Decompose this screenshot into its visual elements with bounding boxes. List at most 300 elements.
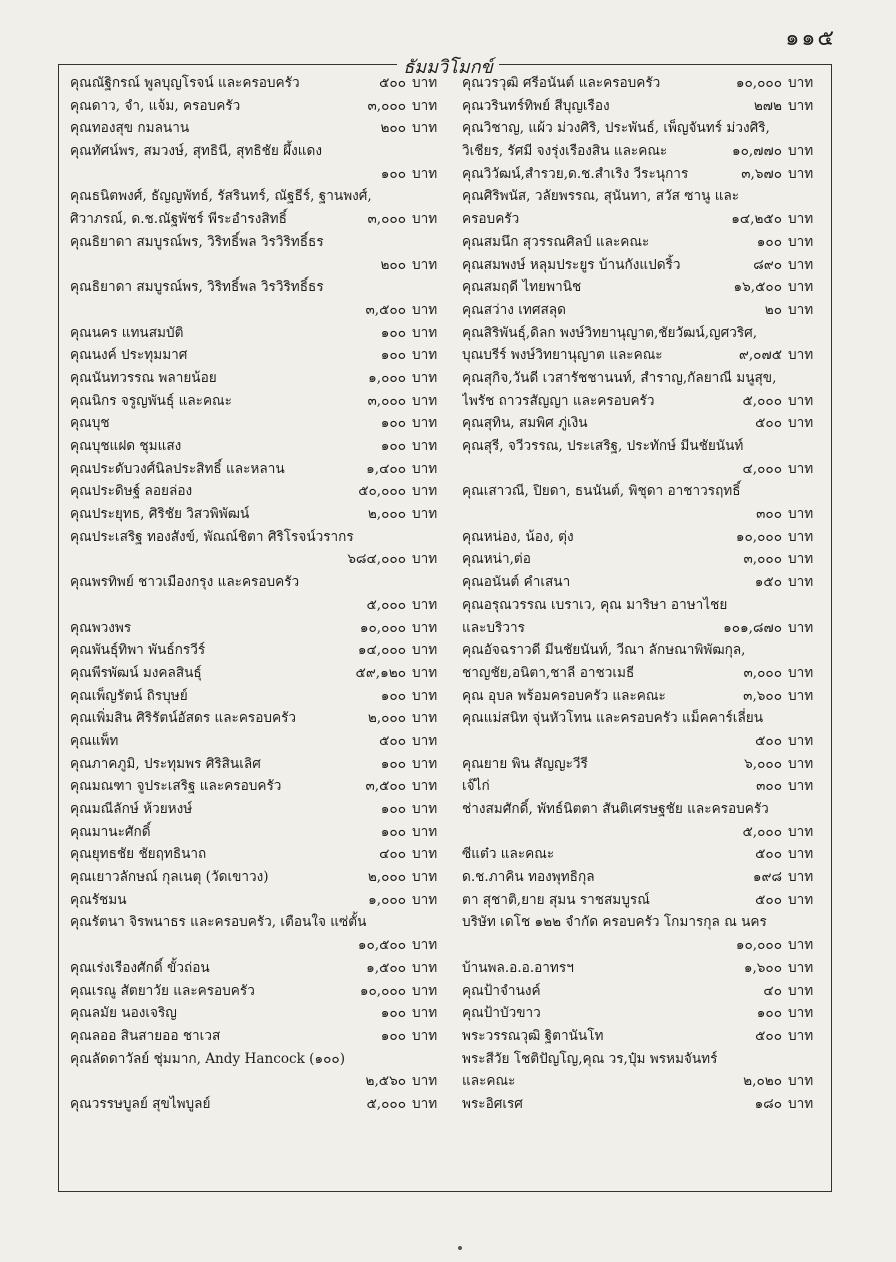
donor-name <box>70 548 320 571</box>
donor-entry <box>462 1025 822 1048</box>
entry-line <box>462 276 822 299</box>
donor-entry <box>462 322 822 367</box>
bottom-dot <box>458 1246 462 1250</box>
donation-amount: ๓,๐๐๐ <box>367 392 406 409</box>
donation-amount: ๑๐๐ <box>756 1005 782 1022</box>
entry-line <box>462 254 822 277</box>
entry-line <box>70 1093 446 1116</box>
entry-line <box>70 911 446 934</box>
entry-line <box>70 95 446 118</box>
donation-amount: ๑๐๐ <box>380 755 406 772</box>
donor-name: คุณบุช <box>70 415 110 432</box>
donation-amount: ๓,๐๐๐ <box>743 551 782 568</box>
entry-line <box>70 412 446 435</box>
donor-name: คุณเร่งเรืองศักดิ์ ขั้วถ่อน <box>70 959 210 976</box>
donor-name: พระอิศเรศ <box>462 1095 523 1112</box>
entry-line <box>70 866 446 889</box>
currency-unit: บาท <box>788 869 814 886</box>
page-number: ๑๑๕ <box>785 26 836 51</box>
entry-line <box>462 662 822 685</box>
donor-entry <box>70 435 446 458</box>
donor-entry <box>462 798 822 843</box>
entry-line <box>70 503 446 526</box>
entry-line <box>462 753 822 776</box>
donor-entry <box>462 526 822 549</box>
donor-name <box>462 934 696 957</box>
currency-unit: บาท <box>788 619 814 636</box>
donor-name: บุณบรีร์ พงษ์วิทยานุญาต และคณะ <box>462 347 663 364</box>
donor-entry <box>70 185 446 230</box>
currency-unit: บาท <box>788 506 814 523</box>
donor-name: คุณมานะศักดิ์ <box>70 823 151 840</box>
donor-entry <box>70 1002 446 1025</box>
entry-line <box>70 299 446 322</box>
entry-line <box>70 72 446 95</box>
donor-name: ชาญชัย,อนิตา,ชาลี อาชวเมธี <box>462 664 635 681</box>
donation-amount: ๑๐,๐๐๐ <box>735 75 782 91</box>
entry-line <box>462 322 822 345</box>
donor-entry <box>70 957 446 980</box>
donor-entry <box>70 412 446 435</box>
donor-name: พระวรรณวุฒิ ฐิตานันโท <box>462 1027 604 1044</box>
donor-name: คุณ อุบล พร้อมครอบครัว และคณะ <box>462 687 666 704</box>
donor-name: คุณลมัย นองเจริญ <box>70 1005 177 1022</box>
donor-entry <box>462 1093 822 1116</box>
donor-entry <box>70 367 446 390</box>
entry-line <box>462 412 822 435</box>
donor-entry <box>70 503 446 526</box>
donor-name: คุณสมฤดี ไทยพานิช <box>462 279 582 296</box>
donor-entry <box>70 117 446 140</box>
donor-name: คุณลออ สินสายออ ชาเวส <box>70 1027 221 1044</box>
donor-entry <box>70 571 446 616</box>
donor-name: เจ๊ไก่ <box>462 778 490 795</box>
entry-line <box>70 775 446 798</box>
currency-unit: บาท <box>412 891 438 908</box>
donor-name <box>70 254 320 277</box>
donation-amount: ๓,๐๐๐ <box>743 664 782 681</box>
entry-line <box>462 458 822 481</box>
currency-unit: บาท <box>412 642 438 659</box>
currency-unit: บาท <box>788 1005 814 1022</box>
donor-entry <box>462 299 822 322</box>
donor-name: คุณนงค์ ประทุมมาศ <box>70 347 188 364</box>
donor-entry <box>462 412 822 435</box>
currency-unit: บาท <box>788 75 814 91</box>
donation-amount: ๙,๐๗๕ <box>738 347 782 364</box>
donation-amount: ๕,๐๐๐ <box>742 823 782 840</box>
donation-amount: ๓,๐๐๐ <box>367 211 406 228</box>
entry-line <box>70 571 446 594</box>
donor-name: คุณวรินทร์ทิพย์ สีบุญเรือง <box>462 97 610 114</box>
donor-name <box>70 1070 320 1093</box>
donor-name: คุณภาคภูมิ, ประทุมพร ศิริสินเลิศ <box>70 755 261 772</box>
entry-line <box>462 185 822 208</box>
donor-name: คุณเพิ่มสิน ศิริรัตน์อัสดร และครอบครัว <box>70 710 297 727</box>
donor-entry <box>70 140 446 185</box>
right-column <box>462 72 822 1116</box>
donor-name: คุณประเสริฐ ทองสังข์, พัณณ์ชิตา ศิริโรจน์วรากร <box>70 528 354 545</box>
donor-entry <box>70 639 446 662</box>
donation-amount: ๑๔,๐๐๐ <box>357 642 406 659</box>
donor-entry <box>70 685 446 708</box>
donor-name: คุณนิกร จรูญพันธุ์ และคณะ <box>70 392 232 409</box>
donor-name: คุณรัตนา จิรพนาธร และครอบครัว, เตือนใจ แซ่ตั้น <box>70 914 367 931</box>
donor-entry <box>70 753 446 776</box>
entry-line <box>462 480 822 503</box>
donation-amount: ๒,๐๒๐ <box>743 1073 782 1090</box>
donor-name: คุณสมพงษ์ หลุมประยูร บ้านกังแปดริ้ว <box>462 256 681 273</box>
entry-line <box>462 775 822 798</box>
entry-line <box>462 344 822 367</box>
donor-name: คุณหน่อง, น้อง, ตุ่ง <box>462 528 574 545</box>
donor-entry <box>462 367 822 412</box>
donor-entry <box>462 276 822 299</box>
donation-amount: ๕๐๐ <box>755 415 782 432</box>
donor-name: คุณวรวุฒิ ศรีอนันต์ และครอบครัว <box>462 75 661 91</box>
donor-entry <box>462 72 822 95</box>
donor-name: และคณะ <box>462 1073 516 1090</box>
entry-line <box>462 934 822 957</box>
donor-name: คุณเสาวณี, ปิยดา, ธนนันต์, พิชุดา อาชาวรฤทธิ์ <box>462 483 741 500</box>
donor-name <box>70 934 320 957</box>
donor-entry <box>70 344 446 367</box>
currency-unit: บาท <box>412 664 438 681</box>
currency-unit: บาท <box>412 120 438 137</box>
currency-unit: บาท <box>788 415 814 432</box>
donation-amount: ๔๐ <box>763 982 782 999</box>
donation-amount: ๖๘๔,๐๐๐ <box>347 551 406 568</box>
donation-amount: ๑๐,๐๐๐ <box>359 619 406 636</box>
donor-entry <box>462 957 822 980</box>
donor-entry <box>462 480 822 525</box>
donor-entry <box>462 685 822 708</box>
entry-line <box>462 957 822 980</box>
donation-amount: ๑๐๐ <box>380 823 406 840</box>
donor-entry <box>70 775 446 798</box>
currency-unit: บาท <box>788 347 814 364</box>
donor-name: คุณประดับวงศ์นิลประสิทธิ์ และหลาน <box>70 460 285 477</box>
donation-amount: ๒๐ <box>764 301 782 318</box>
donor-name: คุณสุกิจ,วันดี เวสารัชชานนท์, สำราญ,กัลยาณี มนูสุข, <box>462 369 777 386</box>
currency-unit: บาท <box>412 97 438 114</box>
currency-unit: บาท <box>412 506 438 523</box>
entry-line <box>70 753 446 776</box>
donor-entry <box>70 72 446 95</box>
currency-unit: บาท <box>788 233 814 250</box>
entry-line <box>462 730 822 753</box>
entry-line <box>70 185 446 208</box>
donation-amount: ๓,๖๐๐ <box>743 687 782 704</box>
entry-line <box>462 163 822 186</box>
donation-amount: ๑๐๐ <box>380 324 406 341</box>
donor-name <box>462 730 696 753</box>
donor-name: คุณเพ็ญรัตน์ ถิรบุษย์ <box>70 687 188 704</box>
entry-line <box>462 548 822 571</box>
donation-amount: ๒,๐๐๐ <box>367 869 406 886</box>
donor-name <box>462 458 696 481</box>
entry-line <box>70 1025 446 1048</box>
donation-amount: ๑๐๐ <box>380 1027 406 1044</box>
currency-unit: บาท <box>788 551 814 568</box>
entry-line <box>70 707 446 730</box>
donation-amount: ๔๐๐ <box>379 846 406 863</box>
donor-name: คุณรัชมน <box>70 891 127 908</box>
donor-name: ซีแต๋ว และคณะ <box>462 846 555 863</box>
donor-name: บริษัท เดโช ๑๒๒ จำกัด ครอบครัว โกมารกุล ณ นคร <box>462 914 767 931</box>
donor-name: คุณอนันต์ คำเสนา <box>462 574 571 591</box>
currency-unit: บาท <box>412 710 438 727</box>
currency-unit: บาท <box>412 415 438 432</box>
entry-line <box>70 458 446 481</box>
entry-line <box>70 276 446 299</box>
donation-amount: ๖,๐๐๐ <box>744 755 782 772</box>
donor-name: ศิวาภรณ์, ด.ช.ณัฐพัชร์ พีระอำรงสิทธิ์ <box>70 211 287 228</box>
donor-entry <box>70 480 446 503</box>
donation-amount: ๑๘๐ <box>754 1095 782 1112</box>
entry-line <box>462 1070 822 1093</box>
currency-unit: บาท <box>412 211 438 228</box>
entry-line <box>70 367 446 390</box>
donor-entry <box>70 911 446 956</box>
donor-entry <box>70 390 446 413</box>
donor-entry <box>462 594 822 639</box>
entry-line <box>462 117 822 140</box>
currency-unit: บาท <box>412 778 438 795</box>
entry-line <box>70 322 446 345</box>
currency-unit: บาท <box>788 143 814 160</box>
donation-amount: ๑๐๑,๘๗๐ <box>723 619 782 636</box>
donor-name: คุณแม่สนิท จุ่นหัวโทน และครอบครัว แม็คคาร์เลี่ยน <box>462 710 764 727</box>
entry-line <box>70 344 446 367</box>
entry-line <box>462 1025 822 1048</box>
entry-line <box>70 662 446 685</box>
entry-line <box>70 594 446 617</box>
donation-amount: ๕๐,๐๐๐ <box>358 483 406 500</box>
donor-name: คุณนคร แทนสมบัติ <box>70 324 184 341</box>
donor-entry <box>462 707 822 752</box>
donation-amount: ๓,๕๐๐ <box>365 301 406 318</box>
donor-entry <box>70 1093 446 1116</box>
donor-name: คุณดาว, จำ, แจ้ม, ครอบครัว <box>70 97 241 114</box>
donor-entry <box>70 276 446 321</box>
entry-line <box>462 72 822 95</box>
entry-line <box>70 163 446 186</box>
donation-amount: ๕๙,๑๒๐ <box>355 664 406 681</box>
donor-name: คุณอรุณวรรณ เบราเว, คุณ มาริษา อาษาไชย <box>462 596 728 613</box>
entry-line <box>462 503 822 526</box>
donor-name: ตา สุชาติ,ยาย สุมน ราชสมบูรณ์ <box>462 891 650 908</box>
entry-line <box>462 821 822 844</box>
entry-line <box>462 798 822 821</box>
currency-unit: บาท <box>412 1095 438 1112</box>
donor-entry <box>462 571 822 594</box>
donor-name: คุณลัดดาวัลย์ ชุ่มมาก, Andy Hancock (๑๐๐) <box>70 1050 346 1067</box>
donor-entry <box>462 254 822 277</box>
currency-unit: บาท <box>788 211 814 228</box>
currency-unit: บาท <box>788 732 814 749</box>
currency-unit: บาท <box>788 982 814 999</box>
donor-entry <box>70 730 446 753</box>
currency-unit: บาท <box>412 823 438 840</box>
currency-unit: บาท <box>788 664 814 681</box>
donor-name: บ้านพล.อ.อ.อาทรฯ <box>462 959 574 976</box>
donation-amount: ๑๕๐ <box>754 574 782 591</box>
donor-name: คุณทัศน์พร, สมวงษ์, สุทธินี, สุทธิชัย ผึ้งแดง <box>70 143 323 160</box>
donation-amount: ๒,๐๐๐ <box>367 506 406 523</box>
donor-entry <box>70 458 446 481</box>
entry-line <box>70 617 446 640</box>
donor-name: คุณนันทวรรณ พลายน้อย <box>70 369 217 386</box>
donor-entry <box>70 322 446 345</box>
donor-name <box>462 503 696 526</box>
donation-amount: ๑๐๐ <box>380 438 406 454</box>
entry-line <box>462 685 822 708</box>
currency-unit: บาท <box>412 165 438 182</box>
currency-unit: บาท <box>788 528 814 545</box>
donor-entry <box>70 980 446 1003</box>
donation-amount: ๕๐๐ <box>379 75 406 91</box>
currency-unit: บาท <box>788 1027 814 1044</box>
currency-unit: บาท <box>412 460 438 477</box>
currency-unit: บาท <box>412 438 438 454</box>
donation-amount: ๒๗๒ <box>753 97 782 114</box>
currency-unit: บาท <box>788 392 814 409</box>
donation-amount: ๑,๔๐๐ <box>366 460 406 477</box>
donor-entry <box>462 185 822 230</box>
entry-line <box>462 526 822 549</box>
currency-unit: บาท <box>788 823 814 840</box>
donation-amount: ๑๔,๒๕๐ <box>731 211 782 228</box>
entry-line <box>70 548 446 571</box>
entry-line <box>70 934 446 957</box>
donor-name: คุณยุทธชัย ชัยฤทธินาถ <box>70 846 207 863</box>
donor-name <box>462 821 696 844</box>
currency-unit: บาท <box>412 256 438 273</box>
donor-name: ด.ช.ภาคิน ทองพุทธิกุล <box>462 869 595 886</box>
donation-amount: ๕,๐๐๐ <box>366 1095 406 1112</box>
entry-line <box>70 639 446 662</box>
donation-amount: ๘๙๐ <box>753 256 782 273</box>
entry-line <box>70 798 446 821</box>
donation-amount: ๑๙๘ <box>752 869 782 886</box>
donor-entry <box>70 821 446 844</box>
currency-unit: บาท <box>788 574 814 591</box>
donor-name: คุณป้าจำนงค์ <box>462 982 541 999</box>
currency-unit: บาท <box>788 97 814 114</box>
entry-line <box>70 1070 446 1093</box>
entry-line <box>70 526 446 549</box>
donation-amount: ๑,๕๐๐ <box>366 959 406 976</box>
donation-amount: ๑,๖๐๐ <box>743 959 782 976</box>
entry-line <box>70 821 446 844</box>
donor-entry <box>70 1048 446 1093</box>
entry-line <box>70 1002 446 1025</box>
entry-line <box>462 95 822 118</box>
entry-line <box>462 140 822 163</box>
entry-line <box>70 843 446 866</box>
donation-amount: ๑๐,๕๐๐ <box>357 937 406 954</box>
donor-name: คุณพรทิพย์ ชาวเมืองกรุง และครอบครัว <box>70 574 300 591</box>
donation-amount: ๑๐๐ <box>380 347 406 364</box>
donor-entry <box>70 843 446 866</box>
donor-name: คุณสุทิน, สมพิศ ภู่เงิน <box>462 415 588 432</box>
currency-unit: บาท <box>788 891 814 908</box>
entry-line <box>70 480 446 503</box>
donor-name: คุณวิชาญ, แผ้ว ม่วงศิริ, ประพันธ์, เพ็ญจันทร์ ม่วงศิริ, <box>462 120 770 137</box>
donor-name: คุณสุรี, จวีวรรณ, ประเสริฐ, ประทักษ์ มีนชัยนันท์ <box>462 438 744 454</box>
donor-name: คุณยาย พิน สัญญะวีรี <box>462 755 588 772</box>
left-column <box>70 72 446 1116</box>
entry-line <box>70 889 446 912</box>
entry-line <box>462 980 822 1003</box>
currency-unit: บาท <box>788 959 814 976</box>
donation-amount: ๑๐๐ <box>756 233 782 250</box>
currency-unit: บาท <box>788 256 814 273</box>
donation-amount: ๕,๐๐๐ <box>742 392 782 409</box>
donor-name: คุณเรณู สัตยาวัย และครอบครัว <box>70 982 255 999</box>
donor-name: คุณวรรษบูลย์ สุขไพบูลย์ <box>70 1095 211 1112</box>
donation-amount: ๕๐๐ <box>755 732 782 749</box>
donor-name: พระสีวัย โชติปัญโญ,คุณ วร,ปุ๋ม พรหมจันทร์ <box>462 1050 718 1067</box>
entry-line <box>70 231 446 254</box>
donation-amount: ๑,๐๐๐ <box>368 891 406 908</box>
donor-name: ช่างสมศักดิ์, พัทธ์นิตตา สันติเศรษฐชัย และครอบครัว <box>462 801 769 817</box>
donor-name <box>70 299 320 322</box>
donor-entry <box>462 639 822 684</box>
donation-amount: ๑๐๐ <box>380 1005 406 1022</box>
donation-amount: ๑๐,๐๐๐ <box>735 528 782 545</box>
currency-unit: บาท <box>412 619 438 636</box>
donation-amount: ๕๐๐ <box>755 846 782 863</box>
donation-amount: ๓,๖๗๐ <box>741 165 782 182</box>
donor-entry <box>462 163 822 186</box>
donor-name: คุณป้าบัวขาว <box>462 1005 541 1022</box>
entry-line <box>462 390 822 413</box>
entry-line <box>462 299 822 322</box>
donor-entry <box>70 866 446 889</box>
entry-line <box>70 208 446 231</box>
currency-unit: บาท <box>412 551 438 568</box>
donor-entry <box>462 435 822 480</box>
currency-unit: บาท <box>788 279 814 296</box>
entry-line <box>462 1093 822 1116</box>
currency-unit: บาท <box>412 732 438 749</box>
donor-name: คุณประดิษฐ์ ลอยล่อง <box>70 483 193 500</box>
currency-unit: บาท <box>788 755 814 772</box>
currency-unit: บาท <box>412 687 438 704</box>
donor-name: คุณธนิตพงศ์, ธัญญพัทธ์, รัสรินทร์, ณัฐธีร์, ฐานพงศ์, <box>70 188 372 205</box>
currency-unit: บาท <box>412 755 438 772</box>
currency-unit: บาท <box>412 959 438 976</box>
donor-name: วิเชียร, รัศมี จงรุ่งเรืองสิน และคณะ <box>462 143 668 160</box>
donor-name: คุณพีรพัฒน์ มงคลสินธุ์ <box>70 664 202 681</box>
entry-line <box>70 730 446 753</box>
entry-line <box>462 889 822 912</box>
donor-entry <box>462 753 822 776</box>
donation-amount: ๓,๕๐๐ <box>365 778 406 795</box>
currency-unit: บาท <box>412 369 438 386</box>
currency-unit: บาท <box>788 778 814 795</box>
donor-name: คุณสมนึก สุวรรณศิลป์ และคณะ <box>462 233 650 250</box>
currency-unit: บาท <box>412 392 438 409</box>
donation-amount: ๕๐๐ <box>755 1027 782 1044</box>
entry-line <box>462 639 822 662</box>
entry-line <box>462 843 822 866</box>
currency-unit: บาท <box>412 1027 438 1044</box>
donation-amount: ๑,๐๐๐ <box>368 369 406 386</box>
entry-line <box>462 571 822 594</box>
